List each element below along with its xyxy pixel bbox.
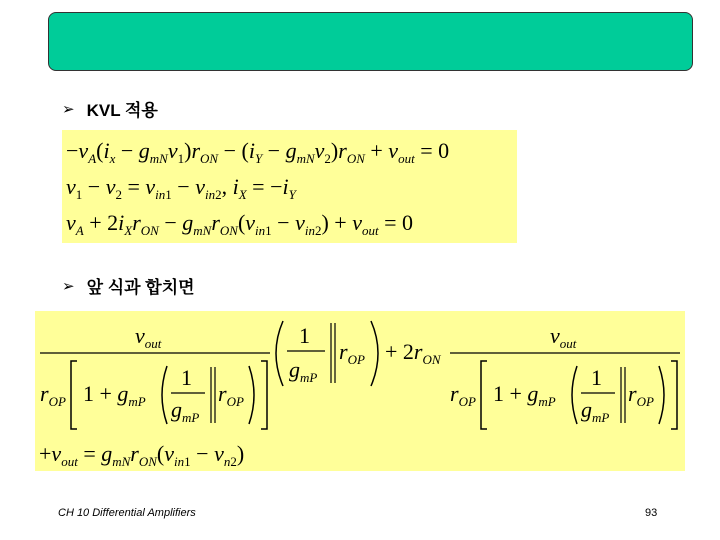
- bullet-text: 앞 식과 합치면: [86, 278, 195, 297]
- svg-text:1: 1: [299, 323, 310, 348]
- svg-text:1: 1: [181, 365, 192, 390]
- bullet-item-combine: [62, 273, 195, 298]
- arrow-bullet-icon: ➢: [62, 99, 75, 118]
- slide-title-bar: [48, 12, 693, 71]
- svg-text:gmP: $g_{mP}$: [581, 397, 610, 425]
- bullet-text: KVL 적용: [86, 101, 158, 120]
- page-number: 93: [645, 507, 658, 519]
- svg-text:+vout = gmNrON(vin1 − vn2): $+v_{out} = g_{mN}r_{ON}(v_{in}1 - v_n2)$: [39, 441, 245, 469]
- svg-text:rOP: $r_{OP}$: [218, 381, 244, 409]
- bullet-item-kvl: [62, 96, 158, 121]
- equation-kvl-line3: $v_A + 2i_Xr_{ON} - g_{mN}r_{ON}(v_{in}1 - v_{in}2) + v_{out} = 0$: [66, 210, 414, 238]
- equation-box-combined: [35, 311, 685, 471]
- svg-text:1 + gmP: $1 + g_{mP}$: [493, 381, 556, 409]
- svg-text:rOP: $r_{OP}$: [40, 381, 66, 409]
- equation-box-kvl: [62, 130, 517, 243]
- footer-course-title: CH 10 Differential Amplifiers: [58, 507, 196, 519]
- svg-text:gmP: $g_{mP}$: [289, 357, 318, 385]
- equation-kvl-svg: [62, 130, 517, 243]
- svg-text:vout: $v_{out}$: [550, 323, 577, 351]
- arrow-bullet-icon: ➢: [62, 276, 75, 295]
- equation-kvl-line1: $-v_A(i_x - g_{mN}v_1)r_{ON} - (i_Y - g_{mN}v_2)r_{ON} + v_{out} = 0$: [66, 138, 450, 166]
- svg-text:rOP: $r_{OP}$: [628, 381, 654, 409]
- svg-text:1 + gmP: $1 + g_{mP}$: [83, 381, 146, 409]
- svg-text:+ 2rON: + $2r_{ON}$: [385, 339, 441, 367]
- svg-text:rOP: $r_{OP}$: [339, 339, 365, 367]
- svg-text:gmP: $g_{mP}$: [171, 397, 200, 425]
- svg-text:vout: $v_{out}$: [135, 323, 162, 351]
- equation-kvl-line2: $v_1 - v_2 = v_{in}1 - v_{in}2$, $i_X = -i_Y$: [66, 174, 296, 202]
- svg-text:1: 1: [591, 365, 602, 390]
- equation-combined-svg: [35, 311, 685, 471]
- svg-text:rOP: $r_{OP}$: [450, 381, 476, 409]
